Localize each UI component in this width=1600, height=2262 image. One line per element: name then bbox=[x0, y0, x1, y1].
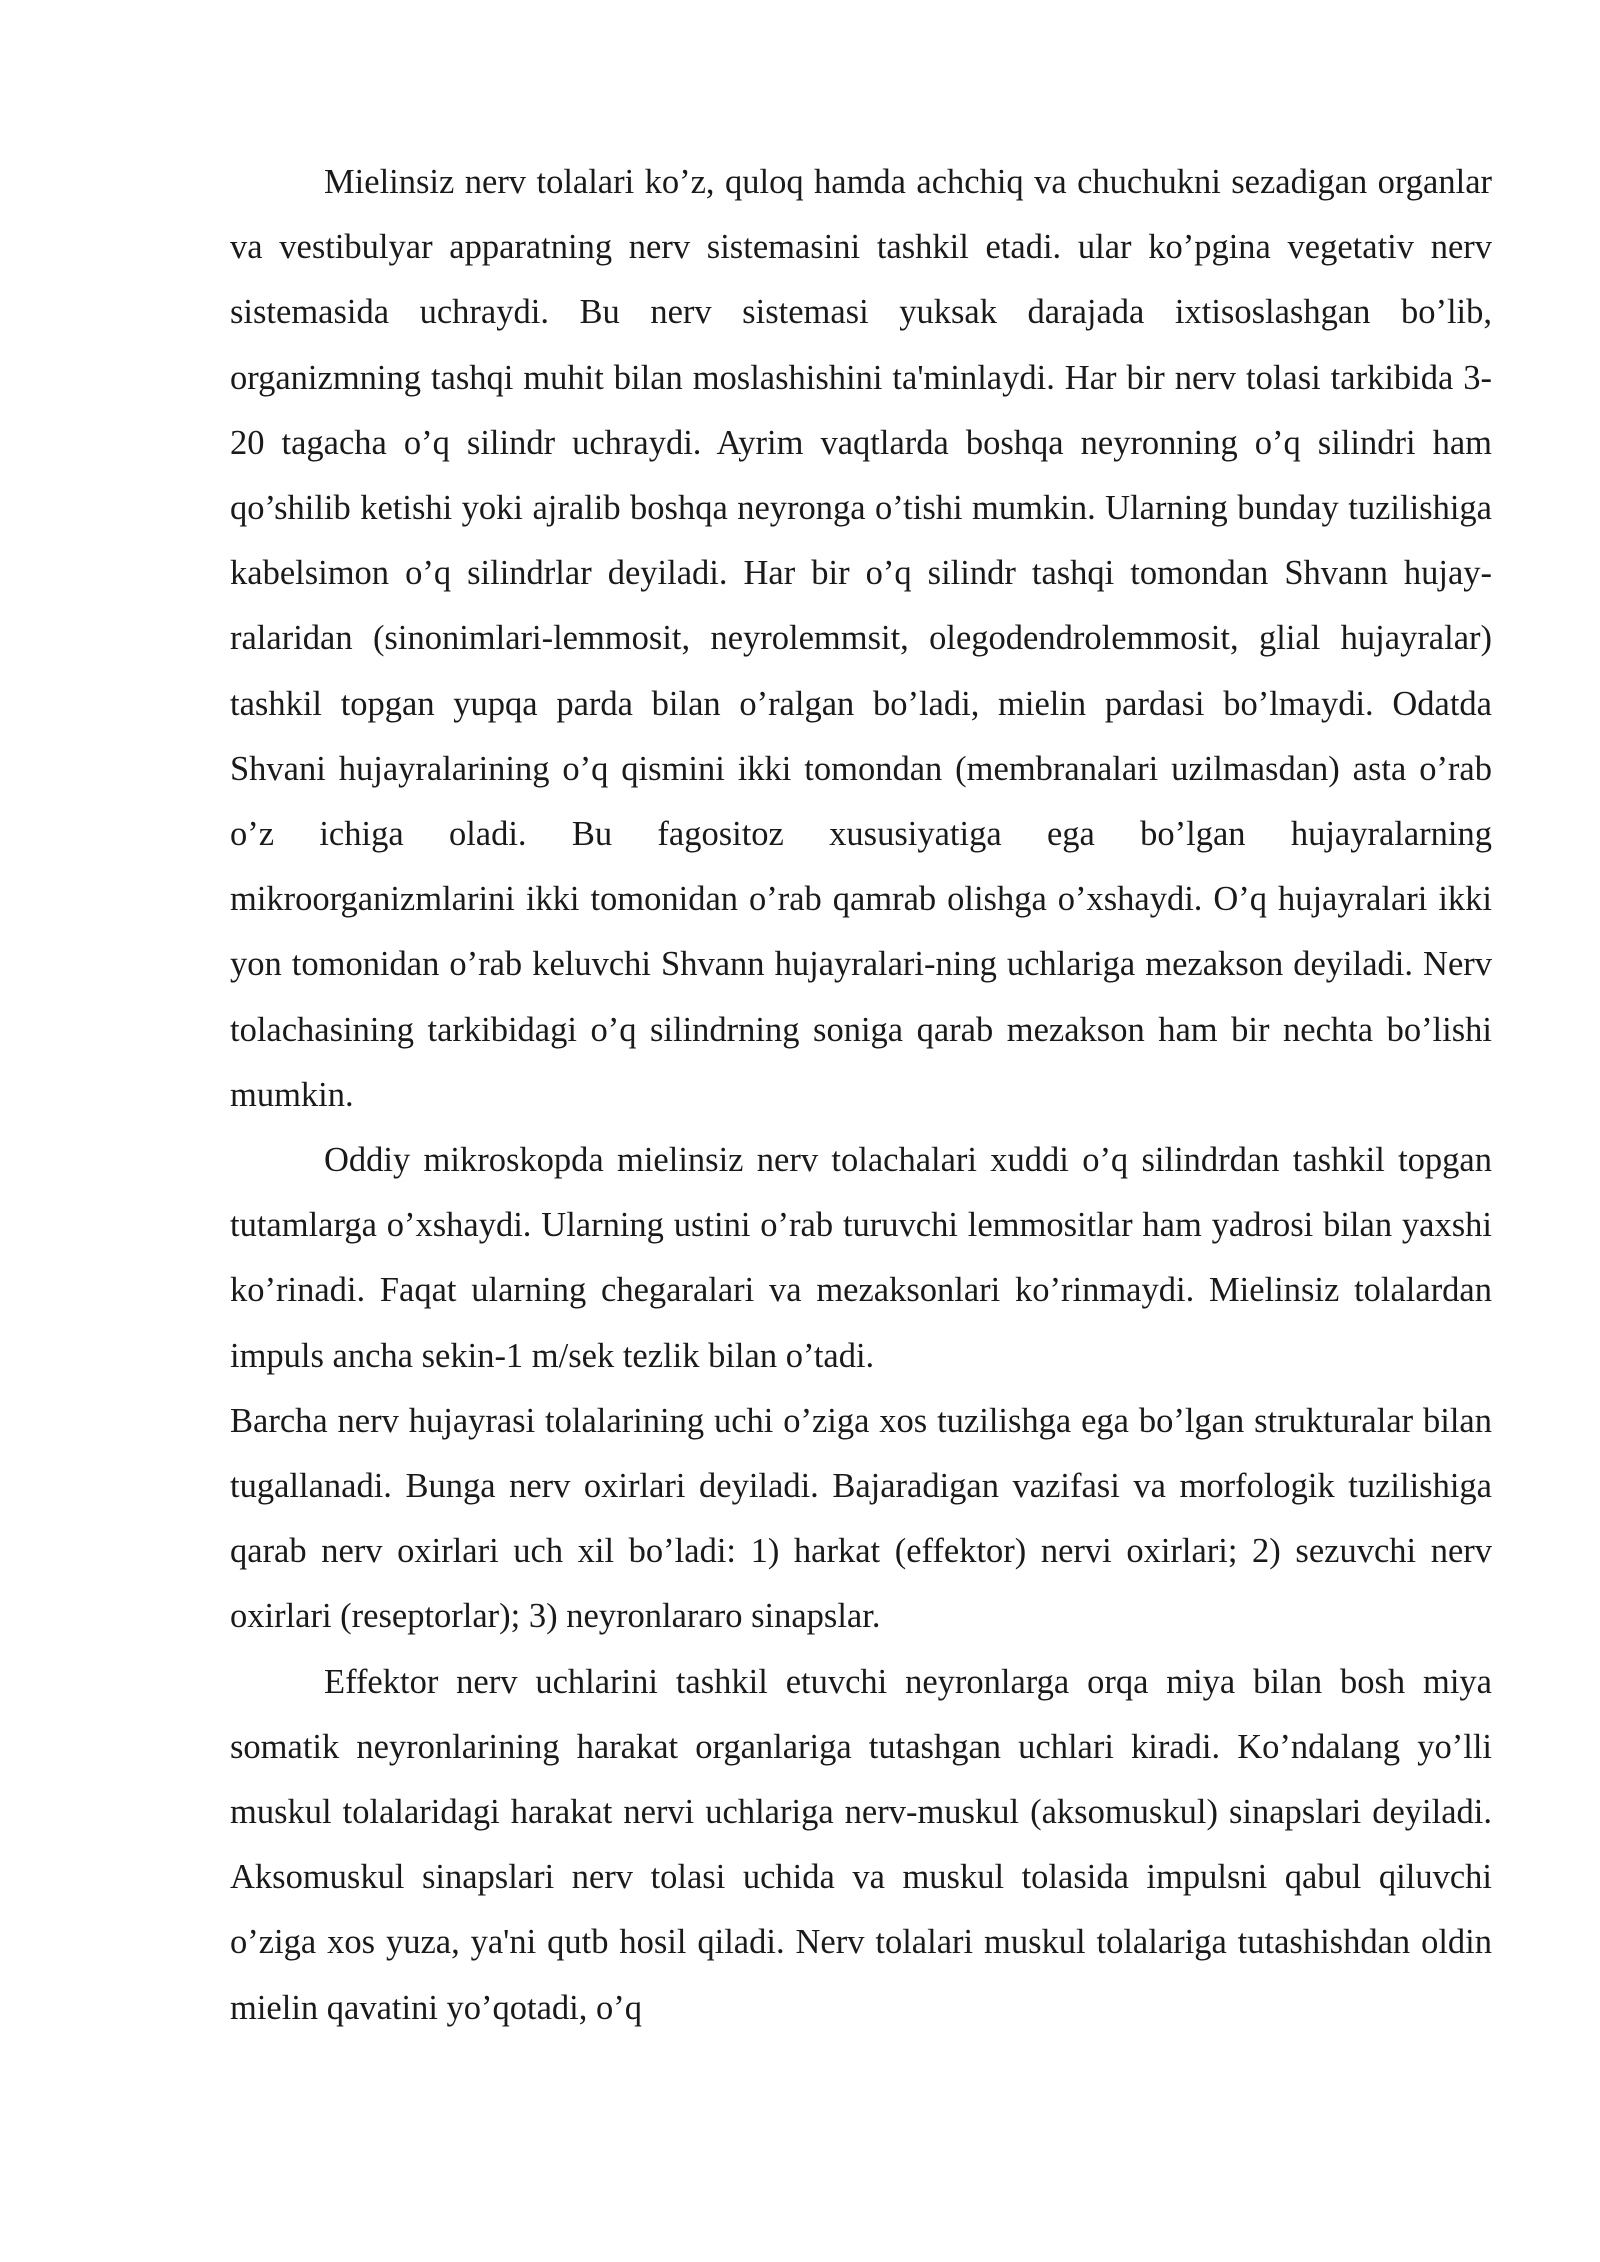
paragraph-1: Mielinsiz nerv tolalari ko’z, quloq hamda achchiq va chuchukni sezadigan organlar va vestibulyar apparatning nerv sistemasini tashkil etadi. ular ko’pgina vegetativ nerv sistemasida uchraydi. Bu nerv sistemasi yuksak darajada ixtisoslashgan bo’lib, organizmning tashqi muhit bilan moslashishini ta'minlaydi. Har bir nerv tolasi tarkibida 3-20 tagacha o’q silindr uchraydi. Ayrim vaqtlarda boshqa neyronning o’q silindri ham qo’shilib ketishi yoki ajralib boshqa neyronga o’tishi mumkin. Ularning bunday tuzilishiga kabelsimon o’q silindrlar deyiladi. Har bir o’q silindr tashqi tomondan Shvann hujay-ralaridan (sinonimlari-lemmosit, neyrolemmsit, olegodendrolemmosit, glial hujayralar) tashkil topgan yupqa parda bilan o’ralgan bo’ladi, mielin pardasi bo’lmaydi. Odatda Shvani hujayralarining o’q qismini ikki tomondan (membranalari uzilmasdan) asta o’rab o’z ichiga oladi. Bu fagositoz xususiyatiga ega bo’lgan hujayralarning mikroorganizmlarini ikki tomonidan o’rab qamrab olishga o’xshaydi. O’q hujayralari ikki yon tomonidan o’rab keluvchi Shvann hujayralari-ning uchlariga mezakson deyiladi. Nerv tolachasining tarkibidagi o’q silindrning soniga qarab mezakson ham bir nechta bo’lishi mumkin. bbox=[230, 163, 1492, 1114]
paragraph-3: Barcha nerv hujayrasi tolalarining uchi o’ziga xos tuzilishga ega bo’lgan strukturalar bilan tugallanadi. Bunga nerv oxirlari deyiladi. Bajaradigan vazifasi va morfologik tuzilishiga qarab nerv oxirlari uch xil bo’ladi: 1) harkat (effektor) nervi oxirlari; 2) sezuvchi nerv oxirlari (reseptorlar); 3) neyronlararo sinapslar. bbox=[230, 1401, 1492, 1636]
paragraph-4: Effektor nerv uchlarini tashkil etuvchi neyronlarga orqa miya bilan bosh miya somatik neyronlarining harakat organlariga tutashgan uchlari kiradi. Ko’ndalang yo’lli muskul tolalaridagi harakat nervi uchlariga nerv-muskul (aksomuskul) sinapslari deyiladi. Aksomuskul sinapslari nerv tolasi uchida va muskul tolasida impulsni qabul qiluvchi o’ziga xos yuza, ya'ni qutb hosil qiladi. Nerv tolalari muskul tolalariga tutashishdan oldin mielin qavatini yo’qotadi, o’q bbox=[230, 1662, 1492, 2027]
paragraph-2: Oddiy mikroskopda mielinsiz nerv tolachalari xuddi o’q silindrdan tashkil topgan tutamlarga o’xshaydi. Ularning ustini o’rab turuvchi lemmositlar ham yadrosi bilan yaxshi ko’rinadi. Faqat ularning chegaralari va mezaksonlari ko’rinmaydi. Mielinsiz tolalardan impuls ancha sekin-1 m/sek tezlik bilan o’tadi. bbox=[230, 1141, 1492, 1375]
document-body bbox=[230, 150, 1492, 2041]
